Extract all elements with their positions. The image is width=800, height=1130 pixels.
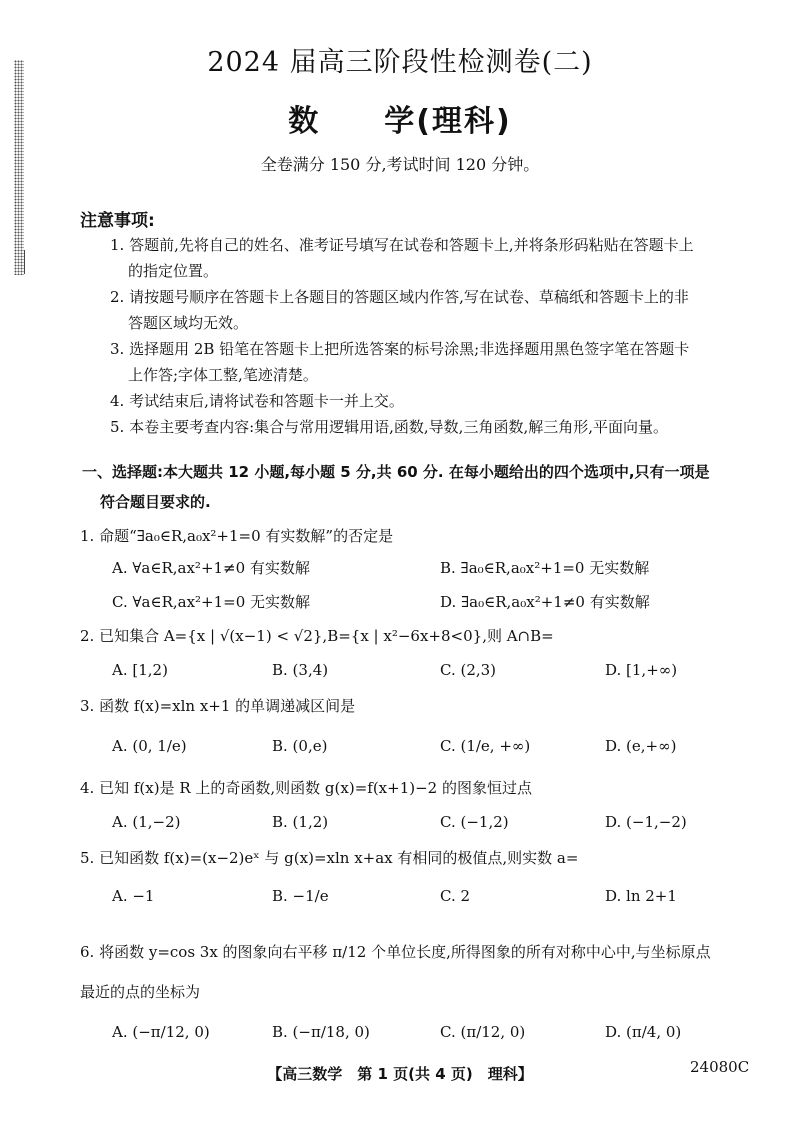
score-note: 全卷满分 150 分,考试时间 120 分钟。 [260,155,540,174]
notice-item [110,284,755,336]
option-d: D. (π/4, 0) [605,1023,682,1041]
exam-title: 2024 届高三阶段性检测卷(二) [207,47,593,78]
page-footer: 【高三数学 第 1 页(共 4 页) 理科】 [267,1065,533,1083]
option-c: C. (−1,2) [440,813,509,831]
option-b: B. (0,e) [272,737,328,755]
option-c: C. (π/12, 0) [440,1023,526,1041]
question-stem: 2. 已知集合 A={x | √(x−1) < √2},B={x | x²−6x+8<0},则 A∩B= [80,627,554,645]
option-d: D. [1,+∞) [605,661,678,679]
option-c: C. ∀a∈R,ax²+1=0 无实数解 [112,593,311,611]
notice-item-text: 4. 考试结束后,请将试卷和答题卡一并上交。 [110,392,404,410]
binding-mark [24,250,25,274]
option-d: D. ∃a₀∈R,a₀x²+1≠0 有实数解 [440,593,650,611]
subject-title: 数 学(理科) [288,104,512,139]
notice-item [110,336,755,388]
section-cont: 符合题目要求的. [100,493,211,511]
paper-code: 24080C [690,1058,750,1076]
option-c: C. (2,3) [440,661,497,679]
notice-item [110,414,755,440]
option-b: B. (−π/18, 0) [272,1023,370,1041]
notice-item-cont: 的指定位置。 [128,262,219,280]
option-c: C. 2 [440,887,471,905]
option-a: A. (1,−2) [112,813,181,831]
notice-item [110,388,755,414]
option-a: A. −1 [112,887,155,905]
option-a: A. ∀a∈R,ax²+1≠0 有实数解 [112,559,310,577]
question-stem: 1. 命题“∃a₀∈R,a₀x²+1=0 有实数解”的否定是 [80,527,394,545]
option-b: B. (1,2) [272,813,329,831]
notice-item-text: 1. 答题前,先将自己的姓名、准考证号填写在试卷和答题卡上,并将条形码粘贴在答题卡上 [110,236,694,254]
notice-item [110,232,755,284]
notice-heading: 注意事项: [80,211,155,231]
notice-item-cont: 答题区域均无效。 [128,314,249,332]
question-stem: 6. 将函数 y=cos 3x 的图象向右平移 π/12 个单位长度,所得图象的所有对称中心中,与坐标原点 [80,943,711,961]
question-stem: 3. 函数 f(x)=xln x+1 的单调递减区间是 [80,697,356,715]
notice-item-text: 5. 本卷主要考查内容:集合与常用逻辑用语,函数,导数,三角函数,解三角形,平面向量。 [110,418,668,436]
option-d: D. ln 2+1 [605,887,677,905]
notice-item-cont: 上作答;字体工整,笔迹清楚。 [128,366,318,384]
option-a: A. (−π/12, 0) [112,1023,210,1041]
question-stem: 5. 已知函数 f(x)=(x−2)eˣ 与 g(x)=xln x+ax 有相同的极值点,则实数 a= [80,849,579,867]
option-b: B. (3,4) [272,661,329,679]
option-d: D. (e,+∞) [605,737,677,755]
question-stem: 4. 已知 f(x)是 R 上的奇函数,则函数 g(x)=f(x+1)−2 的图象恒过点 [80,779,532,797]
section-heading [82,457,762,517]
option-b: B. −1/e [272,887,329,905]
section-text: 一、选择题:本大题共 12 小题,每小题 5 分,共 60 分. 在每小题给出的四个选项中,只有一项是 [82,463,710,481]
option-c: C. (1/e, +∞) [440,737,531,755]
notice-item-text: 3. 选择题用 2B 铅笔在答题卡上把所选答案的标号涂黑;非选择题用黑色签字笔在答题卡 [110,340,690,358]
option-a: A. [1,2) [112,661,168,679]
option-a: A. (0, 1/e) [112,737,187,755]
option-b: B. ∃a₀∈R,a₀x²+1=0 无实数解 [440,559,650,577]
question-stem-cont: 最近的点的坐标为 [80,983,201,1001]
option-d: D. (−1,−2) [605,813,687,831]
notice-item-text: 2. 请按题号顺序在答题卡上各题目的答题区域内作答,写在试卷、草稿纸和答题卡上的非 [110,288,689,306]
